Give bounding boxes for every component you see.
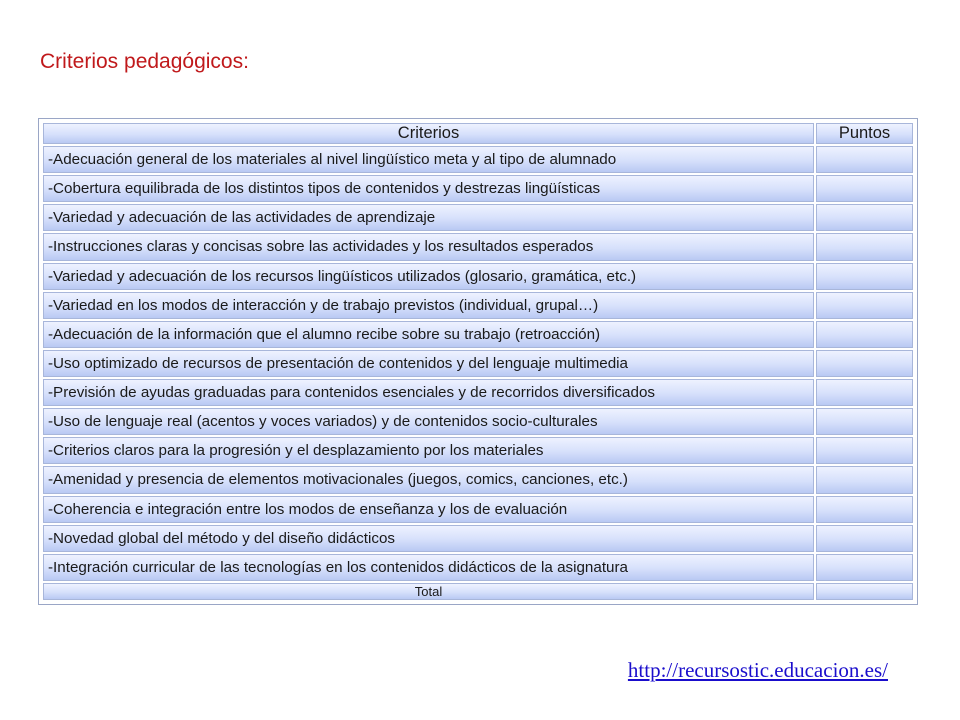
- criterion-cell: -Uso optimizado de recursos de presentación de contenidos y del lenguaje multimedia: [43, 350, 814, 377]
- points-column-header: Puntos: [816, 123, 913, 144]
- criterion-cell: -Amenidad y presencia de elementos motivacionales (juegos, comics, canciones, etc.): [43, 466, 814, 493]
- points-cell[interactable]: [816, 466, 913, 493]
- table-row: [43, 204, 913, 231]
- points-cell[interactable]: [816, 233, 913, 260]
- points-cell[interactable]: [816, 263, 913, 290]
- table-row: [43, 496, 913, 523]
- table-row: [43, 437, 913, 464]
- points-cell[interactable]: [816, 554, 913, 581]
- criterion-cell: -Adecuación general de los materiales al nivel lingüístico meta y al tipo de alumnado: [43, 146, 814, 173]
- points-cell[interactable]: [816, 379, 913, 406]
- criterion-cell: -Variedad y adecuación de los recursos lingüísticos utilizados (glosario, gramática, etc.): [43, 263, 814, 290]
- criteria-column-header: Criterios: [43, 123, 814, 144]
- table-row: [43, 146, 913, 173]
- table-row: [43, 321, 913, 348]
- total-row: [43, 583, 913, 600]
- criterion-cell: -Variedad en los modos de interacción y de trabajo previstos (individual, grupal…): [43, 292, 814, 319]
- points-cell[interactable]: [816, 525, 913, 552]
- total-points-cell[interactable]: [816, 583, 913, 600]
- points-cell[interactable]: [816, 204, 913, 231]
- table-row: [43, 466, 913, 493]
- table-header-row: [43, 123, 913, 144]
- table-row: [43, 350, 913, 377]
- table-row: [43, 263, 913, 290]
- points-cell[interactable]: [816, 321, 913, 348]
- points-cell[interactable]: [816, 292, 913, 319]
- criterion-cell: -Adecuación de la información que el alumno recibe sobre su trabajo (retroacción): [43, 321, 814, 348]
- page-title: Criterios pedagógicos:: [40, 50, 249, 73]
- criterion-cell: -Previsión de ayudas graduadas para contenidos esenciales y de recorridos diversificados: [43, 379, 814, 406]
- criteria-table: [41, 121, 915, 602]
- criterion-cell: -Criterios claros para la progresión y el desplazamiento por los materiales: [43, 437, 814, 464]
- points-cell[interactable]: [816, 496, 913, 523]
- table-row: [43, 554, 913, 581]
- table-row: [43, 379, 913, 406]
- points-cell[interactable]: [816, 350, 913, 377]
- criterion-cell: -Cobertura equilibrada de los distintos tipos de contenidos y destrezas lingüísticas: [43, 175, 814, 202]
- table-row: [43, 175, 913, 202]
- points-cell[interactable]: [816, 175, 913, 202]
- points-cell[interactable]: [816, 408, 913, 435]
- points-cell[interactable]: [816, 437, 913, 464]
- total-label: Total: [43, 583, 814, 600]
- table-row: [43, 233, 913, 260]
- criteria-table-container: [38, 118, 918, 605]
- criterion-cell: -Variedad y adecuación de las actividades de aprendizaje: [43, 204, 814, 231]
- table-row: [43, 292, 913, 319]
- criterion-cell: -Coherencia e integración entre los modos de enseñanza y los de evaluación: [43, 496, 814, 523]
- points-cell[interactable]: [816, 146, 913, 173]
- criterion-cell: -Integración curricular de las tecnologías en los contenidos didácticos de la asignatura: [43, 554, 814, 581]
- criterion-cell: -Uso de lenguaje real (acentos y voces variados) y de contenidos socio-culturales: [43, 408, 814, 435]
- table-row: [43, 408, 913, 435]
- criterion-cell: -Novedad global del método y del diseño didácticos: [43, 525, 814, 552]
- table-row: [43, 525, 913, 552]
- source-link[interactable]: http://recursostic.educacion.es/: [627, 658, 888, 682]
- criterion-cell: -Instrucciones claras y concisas sobre las actividades y los resultados esperados: [43, 233, 814, 260]
